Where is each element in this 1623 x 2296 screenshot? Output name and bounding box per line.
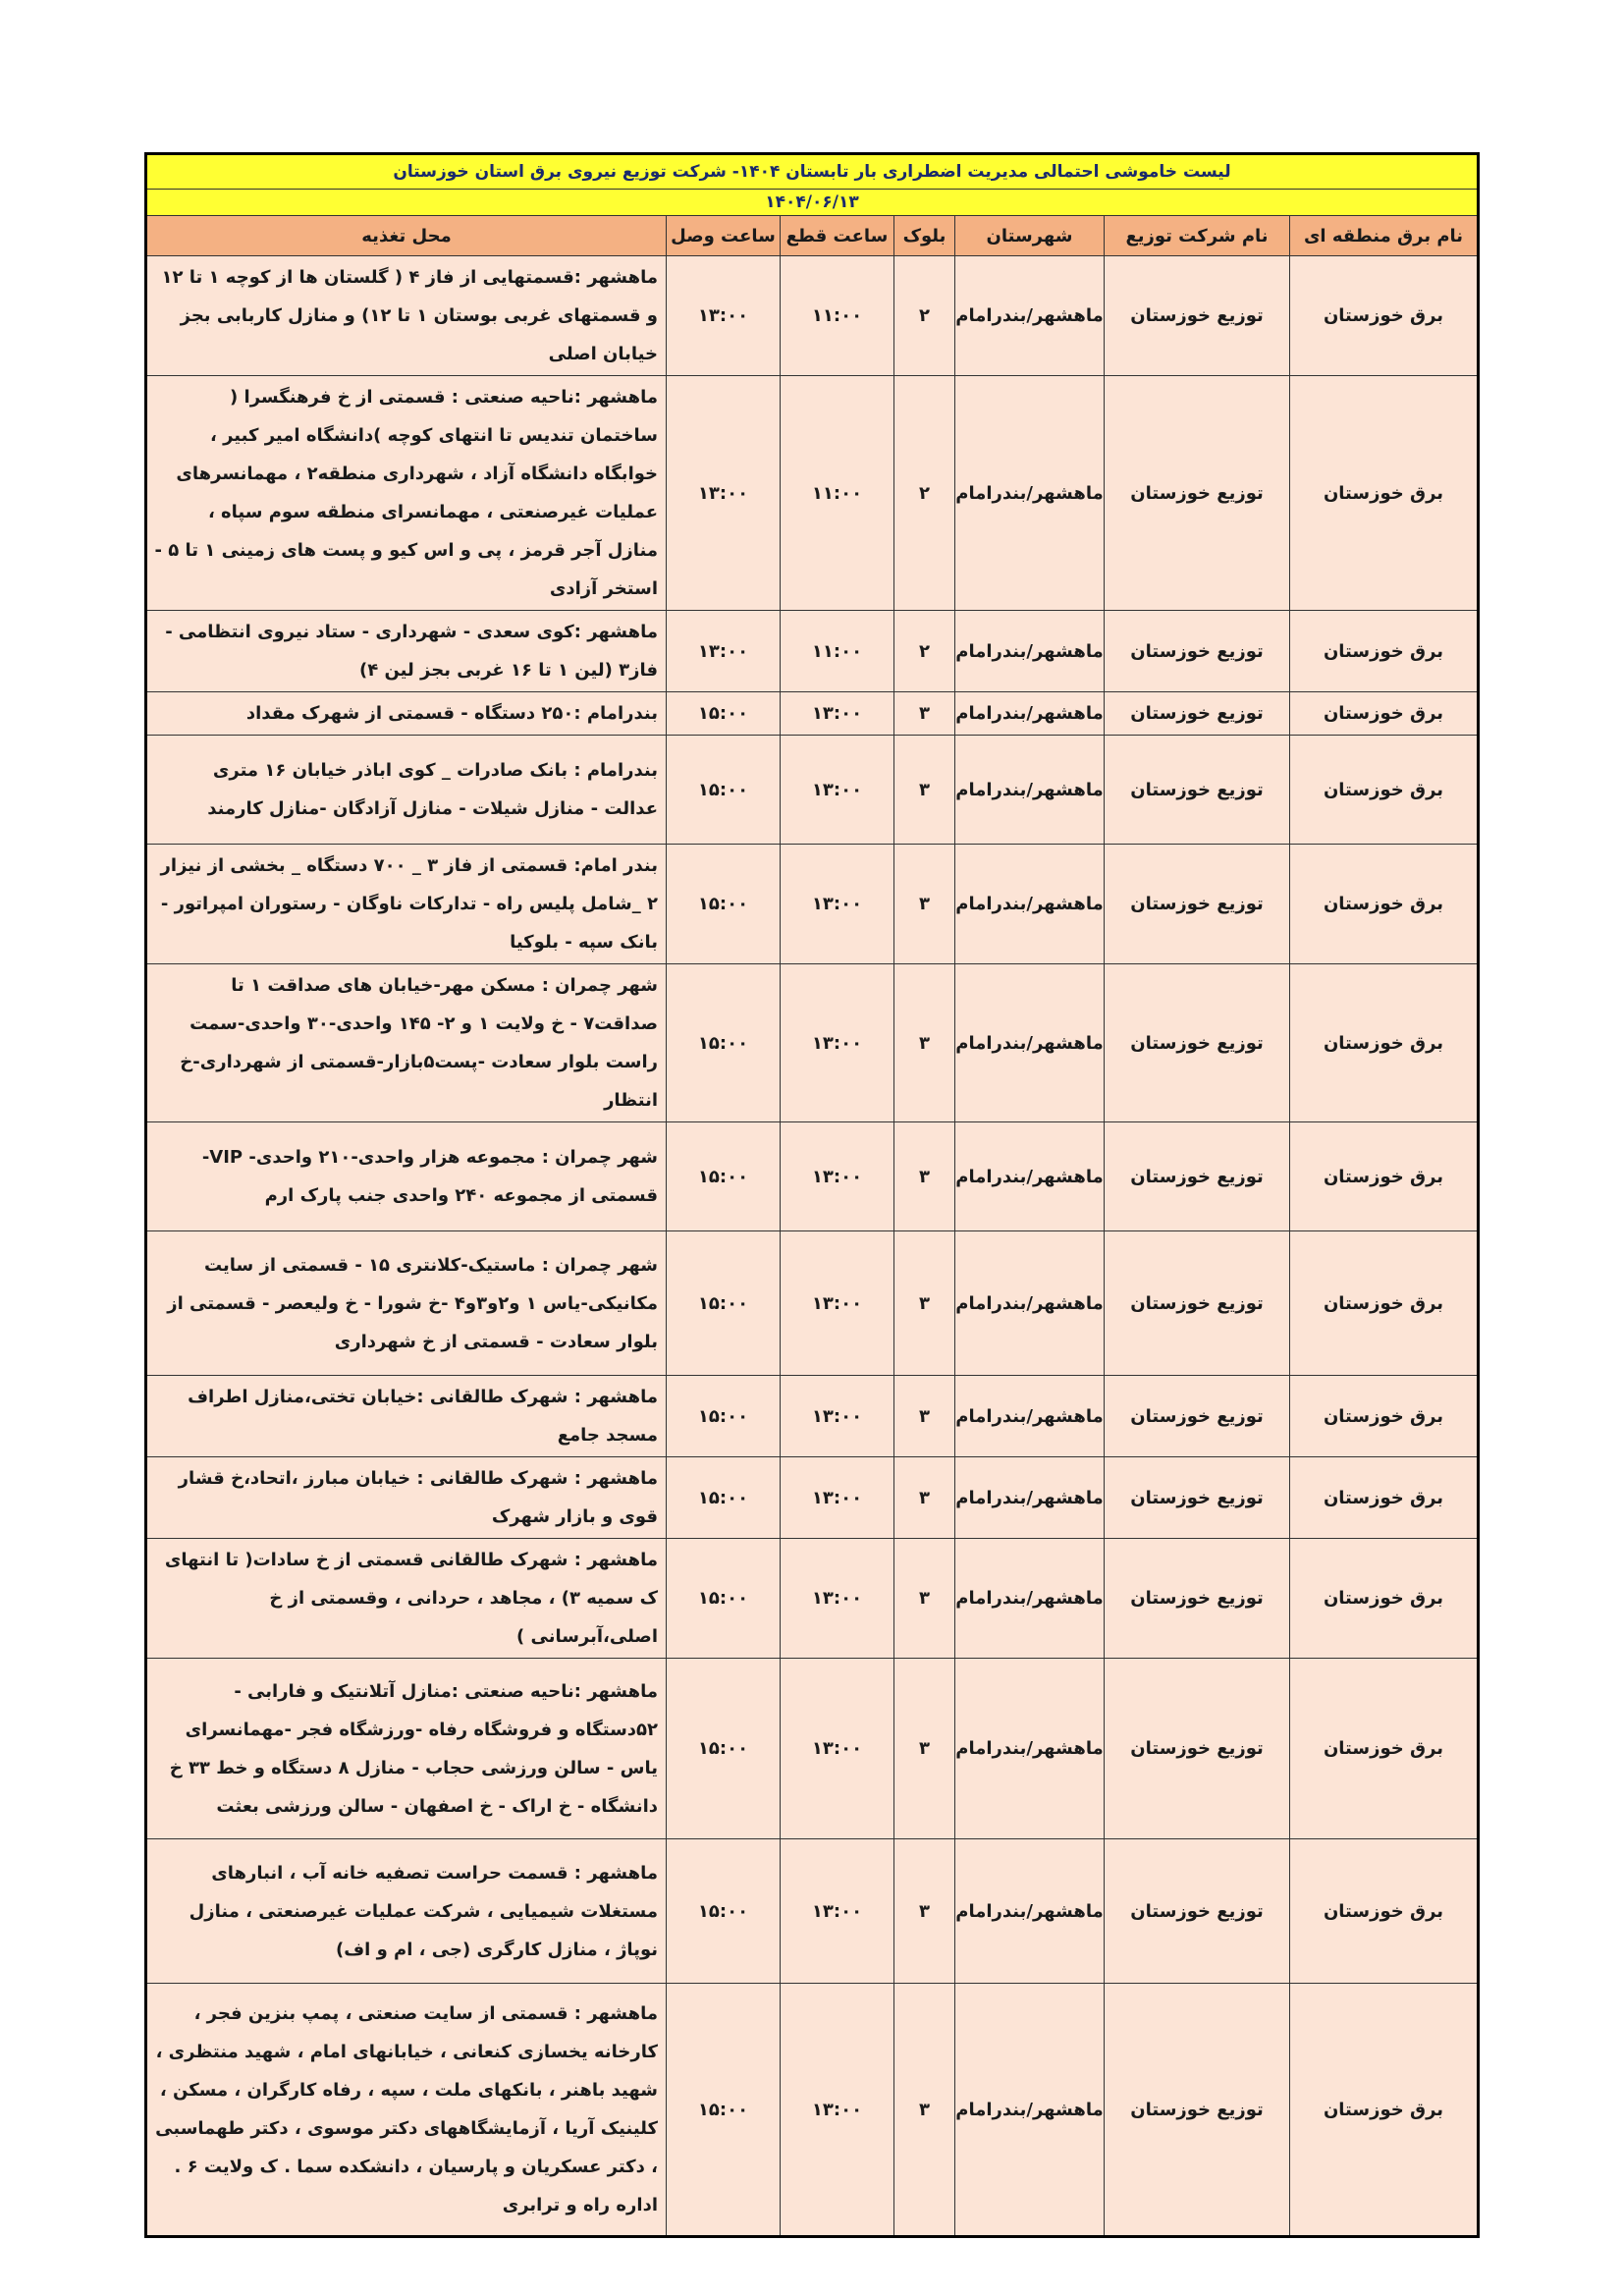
cell-connect-time: ۱۵:۰۰ (667, 1457, 781, 1539)
cell-region: برق خوزستان (1290, 964, 1479, 1122)
table-row (146, 1457, 1479, 1539)
header-connect-time: ساعت وصل (667, 216, 781, 256)
cell-block: ۳ (894, 692, 955, 736)
cell-company: توزیع خوزستان (1105, 1376, 1290, 1457)
header-block: بلوک (894, 216, 955, 256)
cell-region: برق خوزستان (1290, 376, 1479, 611)
cell-city: ماهشهر/بندرامام (955, 964, 1105, 1122)
table-row (146, 256, 1479, 376)
cell-region: برق خوزستان (1290, 611, 1479, 692)
cell-location: ماهشهر : شهرک طالقانی قسمتی از خ سادات( تا انتهای ک سمیه ۳) ، مجاهد ، حردانی ، وقسمتی از خ اصلی،آبرسانی ) (146, 1539, 667, 1659)
cell-connect-time: ۱۵:۰۰ (667, 1231, 781, 1376)
cell-block: ۲ (894, 376, 955, 611)
table-row (146, 1984, 1479, 2237)
cell-connect-time: ۱۳:۰۰ (667, 611, 781, 692)
cell-cut-time: ۱۳:۰۰ (781, 736, 894, 845)
cell-region: برق خوزستان (1290, 1122, 1479, 1231)
cell-cut-time: ۱۱:۰۰ (781, 376, 894, 611)
cell-region: برق خوزستان (1290, 1376, 1479, 1457)
cell-location: بندرامام :۲۵۰ دستگاه - قسمتی از شهرک مقداد (146, 692, 667, 736)
cell-block: ۳ (894, 1376, 955, 1457)
cell-region: برق خوزستان (1290, 1659, 1479, 1839)
cell-city: ماهشهر/بندرامام (955, 1376, 1105, 1457)
cell-cut-time: ۱۳:۰۰ (781, 692, 894, 736)
table-row (146, 736, 1479, 845)
cell-region: برق خوزستان (1290, 1457, 1479, 1539)
cell-region: برق خوزستان (1290, 256, 1479, 376)
cell-region: برق خوزستان (1290, 845, 1479, 964)
cell-city: ماهشهر/بندرامام (955, 256, 1105, 376)
cell-location: ماهشهر : قسمتی از سایت صنعتی ، پمپ بنزین فجر ، کارخانه یخسازی کنعانی ، خیابانهای امام ، شهید منتظری ، شهید باهنر ، بانکهای ملت ، سپه ، رفاه کارگران ، مسکن ، کلینیک آریا ، آزمایشگاههای دکتر موسوی ، دکتر طهماسبی ، دکتر عسکریان و پارسیان ، دانشکده سما . ک ولایت ۶ . اداره راه و ترابری (146, 1984, 667, 2237)
cell-cut-time: ۱۱:۰۰ (781, 256, 894, 376)
cell-city: ماهشهر/بندرامام (955, 1659, 1105, 1839)
table-row (146, 1122, 1479, 1231)
outage-table (144, 152, 1480, 2238)
cell-connect-time: ۱۵:۰۰ (667, 964, 781, 1122)
cell-region: برق خوزستان (1290, 1984, 1479, 2237)
table-date: ۱۴۰۴/۰۶/۱۳ (146, 190, 1479, 216)
cell-region: برق خوزستان (1290, 1231, 1479, 1376)
cell-company: توزیع خوزستان (1105, 1839, 1290, 1984)
cell-cut-time: ۱۳:۰۰ (781, 1122, 894, 1231)
table-row (146, 1539, 1479, 1659)
cell-city: ماهشهر/بندرامام (955, 1231, 1105, 1376)
cell-company: توزیع خوزستان (1105, 1122, 1290, 1231)
cell-connect-time: ۱۵:۰۰ (667, 1376, 781, 1457)
title-row (146, 154, 1479, 190)
cell-city: ماهشهر/بندرامام (955, 1984, 1105, 2237)
cell-block: ۳ (894, 736, 955, 845)
table-row (146, 1839, 1479, 1984)
cell-block: ۳ (894, 1539, 955, 1659)
cell-cut-time: ۱۳:۰۰ (781, 845, 894, 964)
table-body (146, 256, 1479, 2237)
cell-connect-time: ۱۵:۰۰ (667, 1984, 781, 2237)
cell-block: ۳ (894, 1984, 955, 2237)
cell-block: ۳ (894, 1457, 955, 1539)
cell-cut-time: ۱۳:۰۰ (781, 1539, 894, 1659)
table-row (146, 692, 1479, 736)
table-row (146, 1376, 1479, 1457)
cell-location: ماهشهر : قسمت حراست تصفیه خانه آب ، انبارهای مستغلات شیمیایی ، شرکت عملیات غیرصنعتی ، منازل نوپاژ ، منازل کارگری (جی ، ام و اف) (146, 1839, 667, 1984)
cell-connect-time: ۱۵:۰۰ (667, 1839, 781, 1984)
cell-city: ماهشهر/بندرامام (955, 1122, 1105, 1231)
cell-cut-time: ۱۳:۰۰ (781, 1659, 894, 1839)
cell-block: ۳ (894, 1231, 955, 1376)
header-row (146, 216, 1479, 256)
cell-city: ماهشهر/بندرامام (955, 845, 1105, 964)
cell-block: ۲ (894, 256, 955, 376)
cell-location: بندر امام: قسمتی از فاز ۳ _ ۷۰۰ دستگاه _ بخشی از نیزار ۲ _شامل پلیس راه - تدارکات ناوگان - رستوران امپراتور - بانک سپه - بلوکیا (146, 845, 667, 964)
cell-block: ۲ (894, 611, 955, 692)
cell-connect-time: ۱۵:۰۰ (667, 1122, 781, 1231)
table-row (146, 845, 1479, 964)
table-row (146, 1231, 1479, 1376)
cell-region: برق خوزستان (1290, 692, 1479, 736)
table-row (146, 611, 1479, 692)
cell-city: ماهشهر/بندرامام (955, 692, 1105, 736)
cell-block: ۳ (894, 845, 955, 964)
cell-cut-time: ۱۳:۰۰ (781, 1839, 894, 1984)
cell-city: ماهشهر/بندرامام (955, 611, 1105, 692)
cell-company: توزیع خوزستان (1105, 736, 1290, 845)
header-region: نام برق منطقه ای (1290, 216, 1479, 256)
cell-connect-time: ۱۵:۰۰ (667, 1659, 781, 1839)
cell-cut-time: ۱۳:۰۰ (781, 964, 894, 1122)
date-row (146, 190, 1479, 216)
cell-connect-time: ۱۵:۰۰ (667, 1539, 781, 1659)
cell-cut-time: ۱۳:۰۰ (781, 1984, 894, 2237)
cell-block: ۳ (894, 1122, 955, 1231)
cell-location: ماهشهر :ناحیه صنعتی : قسمتی از خ فرهنگسرا ( ساختمان تندیس تا انتهای کوچه )دانشگاه امیر کبیر ، خوابگاه دانشگاه آزاد ، شهرداری منطقه۲ ، مهمانسرهای عملیات غیرصنعتی ، مهمانسرای منطقه سوم سپاه ، منازل آجر قرمز ، پی و اس کیو و پست های زمینی ۱ تا ۵ - استخر آزادی (146, 376, 667, 611)
header-city: شهرستان (955, 216, 1105, 256)
cell-location: ماهشهر :قسمتهایی از فاز ۴ ( گلستان ها از کوچه ۱ تا ۱۲ و قسمتهای غربی بوستان ۱ تا ۱۲) و منازل کاربابی بجز خیابان اصلی (146, 256, 667, 376)
cell-city: ماهشهر/بندرامام (955, 736, 1105, 845)
cell-connect-time: ۱۵:۰۰ (667, 845, 781, 964)
cell-company: توزیع خوزستان (1105, 845, 1290, 964)
cell-block: ۳ (894, 964, 955, 1122)
outage-sheet (144, 152, 1477, 2238)
cell-location: ماهشهر : شهرک طالقانی : خیابان مبارز ،اتحاد،خ قشار قوی و بازار شهرک (146, 1457, 667, 1539)
cell-location: شهر چمران : مسکن مهر-خیابان های صداقت ۱ تا صداقت۷ - خ ولایت ۱ و ۲- ۱۴۵ واحدی-۳۰ واحدی-سمت راست بلوار سعادت -پست۵بازار-قسمتی از شهرداری-خ انتظار (146, 964, 667, 1122)
cell-cut-time: ۱۳:۰۰ (781, 1457, 894, 1539)
cell-location: ماهشهر :کوی سعدی - شهرداری - ستاد نیروی انتظامی - فاز۳ (لین ۱ تا ۱۶ غربی بجز لین ۴) (146, 611, 667, 692)
cell-cut-time: ۱۳:۰۰ (781, 1231, 894, 1376)
cell-city: ماهشهر/بندرامام (955, 1457, 1105, 1539)
cell-block: ۳ (894, 1839, 955, 1984)
cell-company: توزیع خوزستان (1105, 1539, 1290, 1659)
cell-connect-time: ۱۳:۰۰ (667, 256, 781, 376)
table-row (146, 1659, 1479, 1839)
cell-company: توزیع خوزستان (1105, 1457, 1290, 1539)
cell-region: برق خوزستان (1290, 1539, 1479, 1659)
cell-connect-time: ۱۵:۰۰ (667, 692, 781, 736)
header-location: محل تغذیه (146, 216, 667, 256)
cell-company: توزیع خوزستان (1105, 964, 1290, 1122)
cell-connect-time: ۱۳:۰۰ (667, 376, 781, 611)
cell-location: ماهشهر : شهرک طالقانی :خیابان تختی،منازل اطراف مسجد جامع (146, 1376, 667, 1457)
header-company: نام شرکت توزیع (1105, 216, 1290, 256)
cell-city: ماهشهر/بندرامام (955, 376, 1105, 611)
cell-block: ۳ (894, 1659, 955, 1839)
cell-city: ماهشهر/بندرامام (955, 1839, 1105, 1984)
cell-location: شهر چمران : ماستیک-کلانتری ۱۵ - قسمتی از سایت مکانیکی-یاس ۱ و۲و۳و۴ -خ شورا - خ ولیعصر - قسمتی از بلوار سعادت - قسمتی از خ شهرداری (146, 1231, 667, 1376)
cell-cut-time: ۱۳:۰۰ (781, 1376, 894, 1457)
cell-company: توزیع خوزستان (1105, 1231, 1290, 1376)
cell-city: ماهشهر/بندرامام (955, 1539, 1105, 1659)
cell-location: شهر چمران : مجموعه هزار واحدی-۲۱۰ واحدی- VIP-قسمتی از مجموعه ۲۴۰ واحدی جنب پارک ارم (146, 1122, 667, 1231)
cell-company: توزیع خوزستان (1105, 1984, 1290, 2237)
cell-location: بندرامام : بانک صادرات _ کوی اباذر خیابان ۱۶ متری عدالت - منازل شیلات - منازل آزادگان -منازل کارمند (146, 736, 667, 845)
cell-cut-time: ۱۱:۰۰ (781, 611, 894, 692)
cell-company: توزیع خوزستان (1105, 611, 1290, 692)
cell-connect-time: ۱۵:۰۰ (667, 736, 781, 845)
cell-company: توزیع خوزستان (1105, 1659, 1290, 1839)
cell-region: برق خوزستان (1290, 1839, 1479, 1984)
header-cut-time: ساعت قطع (781, 216, 894, 256)
cell-company: توزیع خوزستان (1105, 376, 1290, 611)
cell-company: توزیع خوزستان (1105, 692, 1290, 736)
cell-region: برق خوزستان (1290, 736, 1479, 845)
table-row (146, 964, 1479, 1122)
cell-company: توزیع خوزستان (1105, 256, 1290, 376)
cell-location: ماهشهر :ناحیه صنعتی :منازل آتلانتیک و فارابی - ۵۲دستگاه و فروشگاه رفاه -ورزشگاه فجر -مهمانسرای یاس - سالن ورزشی حجاب - منازل ۸ دستگاه و خط ۳۳ خ دانشگاه - خ اراک - خ اصفهان - سالن ورزشی بعثت (146, 1659, 667, 1839)
table-row (146, 376, 1479, 611)
table-title: لیست خاموشی احتمالی مدیریت اضطراری بار تابستان ۱۴۰۴- شرکت توزیع نیروی برق استان خوزستان (146, 154, 1479, 190)
